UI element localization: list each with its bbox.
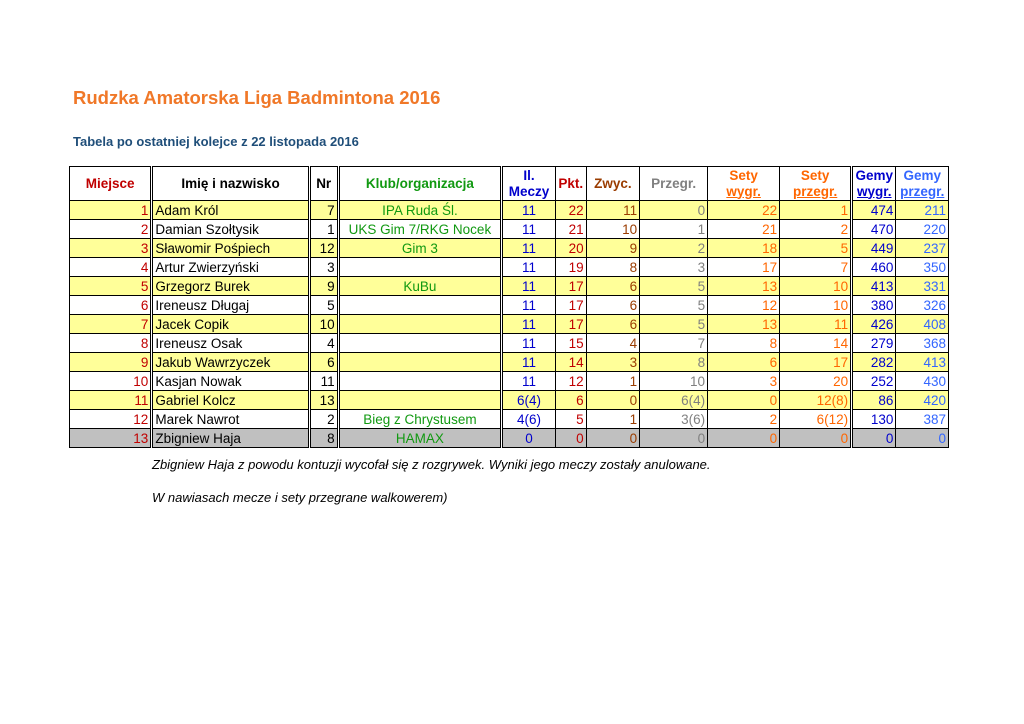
cell-sety-wygr: 2 — [708, 410, 780, 429]
header-gemy-wygr — [852, 167, 896, 201]
header-zwyc: Zwyc. — [586, 167, 640, 201]
cell-mecze: 11 — [502, 220, 556, 239]
cell-gemy-wygr: 0 — [852, 429, 896, 448]
header-mecze-line1: Il. — [523, 167, 535, 183]
cell-sety-wygr: 12 — [708, 296, 780, 315]
cell-klub: IPA Ruda Śl. — [338, 201, 502, 220]
header-nr: Nr — [309, 167, 338, 201]
cell-gemy-przegr: 413 — [896, 353, 949, 372]
table-row — [70, 334, 949, 353]
cell-pkt: 15 — [555, 334, 586, 353]
cell-nr: 12 — [309, 239, 338, 258]
cell-pkt: 14 — [555, 353, 586, 372]
cell-przegr: 5 — [640, 296, 708, 315]
cell-sety-przegr: 14 — [780, 334, 852, 353]
cell-klub: HAMAX — [338, 429, 502, 448]
cell-klub — [338, 372, 502, 391]
cell-zwyc: 11 — [586, 201, 640, 220]
cell-nr: 9 — [309, 277, 338, 296]
cell-gemy-przegr: 326 — [896, 296, 949, 315]
cell-pkt: 22 — [555, 201, 586, 220]
cell-pkt: 17 — [555, 315, 586, 334]
cell-sety-wygr: 13 — [708, 277, 780, 296]
cell-gemy-wygr: 426 — [852, 315, 896, 334]
cell-sety-przegr: 10 — [780, 296, 852, 315]
cell-przegr: 0 — [640, 201, 708, 220]
cell-zwyc: 3 — [586, 353, 640, 372]
cell-przegr: 7 — [640, 334, 708, 353]
cell-klub — [338, 258, 502, 277]
cell-gemy-wygr: 413 — [852, 277, 896, 296]
cell-nr: 10 — [309, 315, 338, 334]
cell-przegr: 0 — [640, 429, 708, 448]
cell-przegr: 5 — [640, 277, 708, 296]
cell-imie: Ireneusz Długaj — [152, 296, 309, 315]
cell-sety-wygr: 22 — [708, 201, 780, 220]
cell-miejsce: 3 — [70, 239, 152, 258]
cell-przegr: 8 — [640, 353, 708, 372]
cell-mecze: 11 — [502, 334, 556, 353]
cell-sety-przegr: 10 — [780, 277, 852, 296]
cell-przegr: 2 — [640, 239, 708, 258]
table-row — [70, 258, 949, 277]
cell-miejsce: 11 — [70, 391, 152, 410]
cell-pkt: 20 — [555, 239, 586, 258]
cell-gemy-wygr: 279 — [852, 334, 896, 353]
cell-imie: Kasjan Nowak — [152, 372, 309, 391]
cell-sety-przegr: 0 — [780, 429, 852, 448]
cell-przegr: 3(6) — [640, 410, 708, 429]
table-row — [70, 277, 949, 296]
header-sety-przegr — [780, 167, 852, 201]
cell-przegr: 5 — [640, 315, 708, 334]
cell-sety-przegr: 17 — [780, 353, 852, 372]
cell-miejsce: 10 — [70, 372, 152, 391]
cell-imie: Jacek Copik — [152, 315, 309, 334]
cell-sety-przegr: 12(8) — [780, 391, 852, 410]
cell-mecze: 11 — [502, 239, 556, 258]
cell-nr: 13 — [309, 391, 338, 410]
cell-gemy-wygr: 86 — [852, 391, 896, 410]
table-row — [70, 239, 949, 258]
table-row — [70, 410, 949, 429]
cell-gemy-wygr: 380 — [852, 296, 896, 315]
cell-miejsce: 2 — [70, 220, 152, 239]
cell-mecze: 11 — [502, 258, 556, 277]
cell-imie: Grzegorz Burek — [152, 277, 309, 296]
cell-miejsce: 4 — [70, 258, 152, 277]
cell-gemy-przegr: 220 — [896, 220, 949, 239]
cell-pkt: 19 — [555, 258, 586, 277]
cell-klub: UKS Gim 7/RKG Nocek — [338, 220, 502, 239]
cell-nr: 2 — [309, 410, 338, 429]
cell-miejsce: 13 — [70, 429, 152, 448]
cell-pkt: 0 — [555, 429, 586, 448]
cell-imie: Zbigniew Haja — [152, 429, 309, 448]
cell-sety-przegr: 20 — [780, 372, 852, 391]
cell-nr: 7 — [309, 201, 338, 220]
cell-klub: KuBu — [338, 277, 502, 296]
cell-gemy-wygr: 460 — [852, 258, 896, 277]
cell-nr: 11 — [309, 372, 338, 391]
cell-gemy-przegr: 237 — [896, 239, 949, 258]
cell-klub: Bieg z Chrystusem — [338, 410, 502, 429]
header-sety-wygr-line2: wygr. — [726, 183, 761, 199]
cell-gemy-przegr: 408 — [896, 315, 949, 334]
cell-imie: Gabriel Kolcz — [152, 391, 309, 410]
cell-zwyc: 1 — [586, 372, 640, 391]
cell-gemy-przegr: 368 — [896, 334, 949, 353]
cell-sety-wygr: 6 — [708, 353, 780, 372]
header-imie: Imię i nazwisko — [152, 167, 309, 201]
header-mecze — [502, 167, 556, 201]
cell-miejsce: 1 — [70, 201, 152, 220]
header-sety-wygr-line1: Sety — [729, 167, 758, 183]
cell-nr: 4 — [309, 334, 338, 353]
cell-miejsce: 9 — [70, 353, 152, 372]
cell-mecze: 11 — [502, 315, 556, 334]
header-mecze-line2: Meczy — [508, 183, 550, 199]
cell-mecze: 6(4) — [502, 391, 556, 410]
header-sety-przegr-line1: Sety — [800, 167, 830, 183]
cell-gemy-przegr: 0 — [896, 429, 949, 448]
table-body — [70, 201, 949, 448]
cell-miejsce: 6 — [70, 296, 152, 315]
cell-pkt: 21 — [555, 220, 586, 239]
header-sety-przegr-line2: przegr. — [793, 183, 838, 199]
cell-gemy-wygr: 130 — [852, 410, 896, 429]
cell-gemy-przegr: 430 — [896, 372, 949, 391]
cell-gemy-wygr: 282 — [852, 353, 896, 372]
cell-imie: Artur Zwierzyński — [152, 258, 309, 277]
cell-sety-przegr: 7 — [780, 258, 852, 277]
cell-imie: Marek Nawrot — [152, 410, 309, 429]
cell-klub — [338, 334, 502, 353]
table-row — [70, 353, 949, 372]
cell-gemy-przegr: 350 — [896, 258, 949, 277]
note-withdrawal: Zbigniew Haja z powodu kontuzji wycofał się z rozgrywek. Wyniki jego meczy zostały anulowane. — [152, 457, 711, 472]
cell-zwyc: 0 — [586, 429, 640, 448]
cell-klub — [338, 296, 502, 315]
header-miejsce: Miejsce — [70, 167, 152, 201]
cell-imie: Jakub Wawrzyczek — [152, 353, 309, 372]
cell-sety-przegr: 5 — [780, 239, 852, 258]
cell-zwyc: 4 — [586, 334, 640, 353]
cell-klub — [338, 353, 502, 372]
cell-klub — [338, 391, 502, 410]
cell-klub — [338, 315, 502, 334]
cell-pkt: 12 — [555, 372, 586, 391]
page-title: Rudzka Amatorska Liga Badmintona 2016 — [73, 87, 441, 108]
table-row — [70, 296, 949, 315]
cell-nr: 3 — [309, 258, 338, 277]
header-gemy-wygr-line2: wygr. — [857, 183, 892, 199]
cell-miejsce: 7 — [70, 315, 152, 334]
cell-nr: 6 — [309, 353, 338, 372]
cell-zwyc: 8 — [586, 258, 640, 277]
cell-mecze: 11 — [502, 201, 556, 220]
standings-table — [69, 166, 949, 448]
cell-imie: Adam Król — [152, 201, 309, 220]
table-row — [70, 372, 949, 391]
table-row — [70, 391, 949, 410]
cell-sety-przegr: 2 — [780, 220, 852, 239]
cell-sety-wygr: 3 — [708, 372, 780, 391]
cell-zwyc: 6 — [586, 296, 640, 315]
cell-mecze: 11 — [502, 353, 556, 372]
cell-klub: Gim 3 — [338, 239, 502, 258]
cell-przegr: 6(4) — [640, 391, 708, 410]
cell-zwyc: 1 — [586, 410, 640, 429]
cell-mecze: 11 — [502, 296, 556, 315]
cell-gemy-wygr: 252 — [852, 372, 896, 391]
cell-zwyc: 6 — [586, 315, 640, 334]
cell-imie: Ireneusz Osak — [152, 334, 309, 353]
cell-sety-przegr: 1 — [780, 201, 852, 220]
table-row — [70, 220, 949, 239]
header-gemy-przegr — [896, 167, 949, 201]
cell-gemy-wygr: 470 — [852, 220, 896, 239]
header-sety-wygr — [708, 167, 780, 201]
cell-sety-przegr: 6(12) — [780, 410, 852, 429]
header-gemy-przegr-line1: Gemy — [903, 167, 941, 183]
cell-gemy-przegr: 211 — [896, 201, 949, 220]
cell-gemy-przegr: 331 — [896, 277, 949, 296]
cell-przegr: 3 — [640, 258, 708, 277]
cell-gemy-przegr: 387 — [896, 410, 949, 429]
table-row — [70, 201, 949, 220]
header-gemy-przegr-line2: przegr. — [900, 183, 945, 199]
cell-mecze: 0 — [502, 429, 556, 448]
cell-imie: Damian Szołtysik — [152, 220, 309, 239]
cell-gemy-wygr: 449 — [852, 239, 896, 258]
cell-nr: 1 — [309, 220, 338, 239]
cell-zwyc: 0 — [586, 391, 640, 410]
cell-gemy-wygr: 474 — [852, 201, 896, 220]
note-walkover: W nawiasach mecze i sety przegrane walkowerem) — [152, 490, 448, 505]
page-subtitle: Tabela po ostatniej kolejce z 22 listopada 2016 — [73, 134, 359, 149]
cell-sety-wygr: 21 — [708, 220, 780, 239]
cell-mecze: 4(6) — [502, 410, 556, 429]
cell-pkt: 17 — [555, 277, 586, 296]
cell-sety-przegr: 11 — [780, 315, 852, 334]
cell-sety-wygr: 0 — [708, 391, 780, 410]
header-gemy-wygr-line1: Gemy — [855, 167, 894, 183]
cell-pkt: 6 — [555, 391, 586, 410]
cell-zwyc: 9 — [586, 239, 640, 258]
cell-miejsce: 12 — [70, 410, 152, 429]
cell-przegr: 1 — [640, 220, 708, 239]
header-row — [70, 167, 949, 201]
header-przegr: Przegr. — [640, 167, 708, 201]
cell-sety-wygr: 18 — [708, 239, 780, 258]
cell-mecze: 11 — [502, 277, 556, 296]
cell-nr: 5 — [309, 296, 338, 315]
table-row — [70, 315, 949, 334]
cell-sety-wygr: 0 — [708, 429, 780, 448]
header-klub: Klub/organizacja — [338, 167, 502, 201]
cell-mecze: 11 — [502, 372, 556, 391]
cell-sety-wygr: 17 — [708, 258, 780, 277]
cell-zwyc: 10 — [586, 220, 640, 239]
cell-imie: Sławomir Pośpiech — [152, 239, 309, 258]
cell-przegr: 10 — [640, 372, 708, 391]
cell-gemy-przegr: 420 — [896, 391, 949, 410]
cell-pkt: 17 — [555, 296, 586, 315]
cell-nr: 8 — [309, 429, 338, 448]
cell-zwyc: 6 — [586, 277, 640, 296]
cell-pkt: 5 — [555, 410, 586, 429]
cell-miejsce: 8 — [70, 334, 152, 353]
table-row — [70, 429, 949, 448]
cell-sety-wygr: 13 — [708, 315, 780, 334]
cell-miejsce: 5 — [70, 277, 152, 296]
header-pkt: Pkt. — [555, 167, 586, 201]
cell-sety-wygr: 8 — [708, 334, 780, 353]
